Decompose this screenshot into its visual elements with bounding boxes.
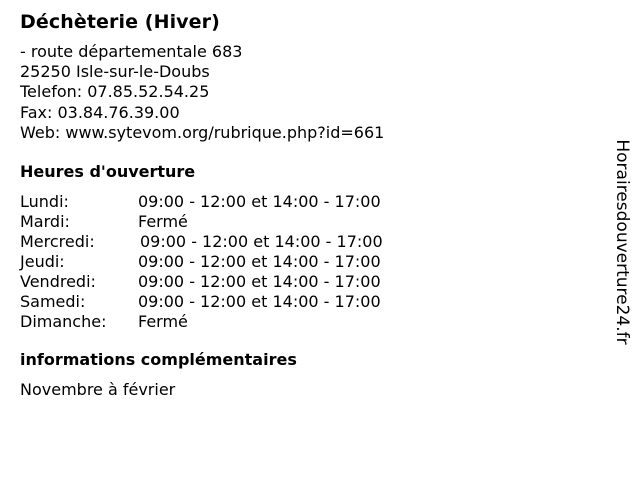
fax-number: Fax: 03.84.76.39.00 <box>20 102 180 122</box>
info-heading: informations complémentaires <box>20 350 297 370</box>
day-label: Vendredi: <box>20 272 96 292</box>
page-title: Déchèterie (Hiver) <box>20 11 220 33</box>
day-label: Mercredi: <box>20 232 95 252</box>
hours-row-thursday <box>20 252 600 272</box>
hours-row-wednesday <box>20 232 600 252</box>
time-value: 09:00 - 12:00 et 14:00 - 17:00 <box>138 292 381 312</box>
hours-table <box>20 192 600 332</box>
time-value: 09:00 - 12:00 et 14:00 - 17:00 <box>140 232 383 252</box>
page-content <box>20 10 600 400</box>
hours-row-saturday <box>20 292 600 312</box>
address-city: 25250 Isle-sur-le-Doubs <box>20 62 210 82</box>
hours-row-sunday <box>20 312 600 332</box>
info-text: Novembre à février <box>20 380 176 400</box>
time-value: Fermé <box>138 212 188 232</box>
day-label: Lundi: <box>20 192 69 212</box>
time-value: 09:00 - 12:00 et 14:00 - 17:00 <box>138 192 381 212</box>
day-label: Jeudi: <box>20 252 65 272</box>
time-value: Fermé <box>138 312 188 332</box>
hours-row-tuesday <box>20 212 600 232</box>
day-label: Samedi: <box>20 292 86 312</box>
day-label: Mardi: <box>20 212 70 232</box>
hours-row-monday <box>20 192 600 212</box>
hours-row-friday <box>20 272 600 292</box>
address-street: - route départementale 683 <box>20 42 243 61</box>
website: Web: www.sytevom.org/rubrique.php?id=661 <box>20 122 385 142</box>
hours-heading: Heures d'ouverture <box>20 162 196 182</box>
time-value: 09:00 - 12:00 et 14:00 - 17:00 <box>138 272 381 292</box>
day-label: Dimanche: <box>20 312 107 332</box>
phone-number: Telefon: 07.85.52.54.25 <box>20 82 210 102</box>
time-value: 09:00 - 12:00 et 14:00 - 17:00 <box>138 252 381 272</box>
address-block <box>20 42 600 143</box>
site-watermark: Horairesdouverture24.fr <box>612 139 632 345</box>
